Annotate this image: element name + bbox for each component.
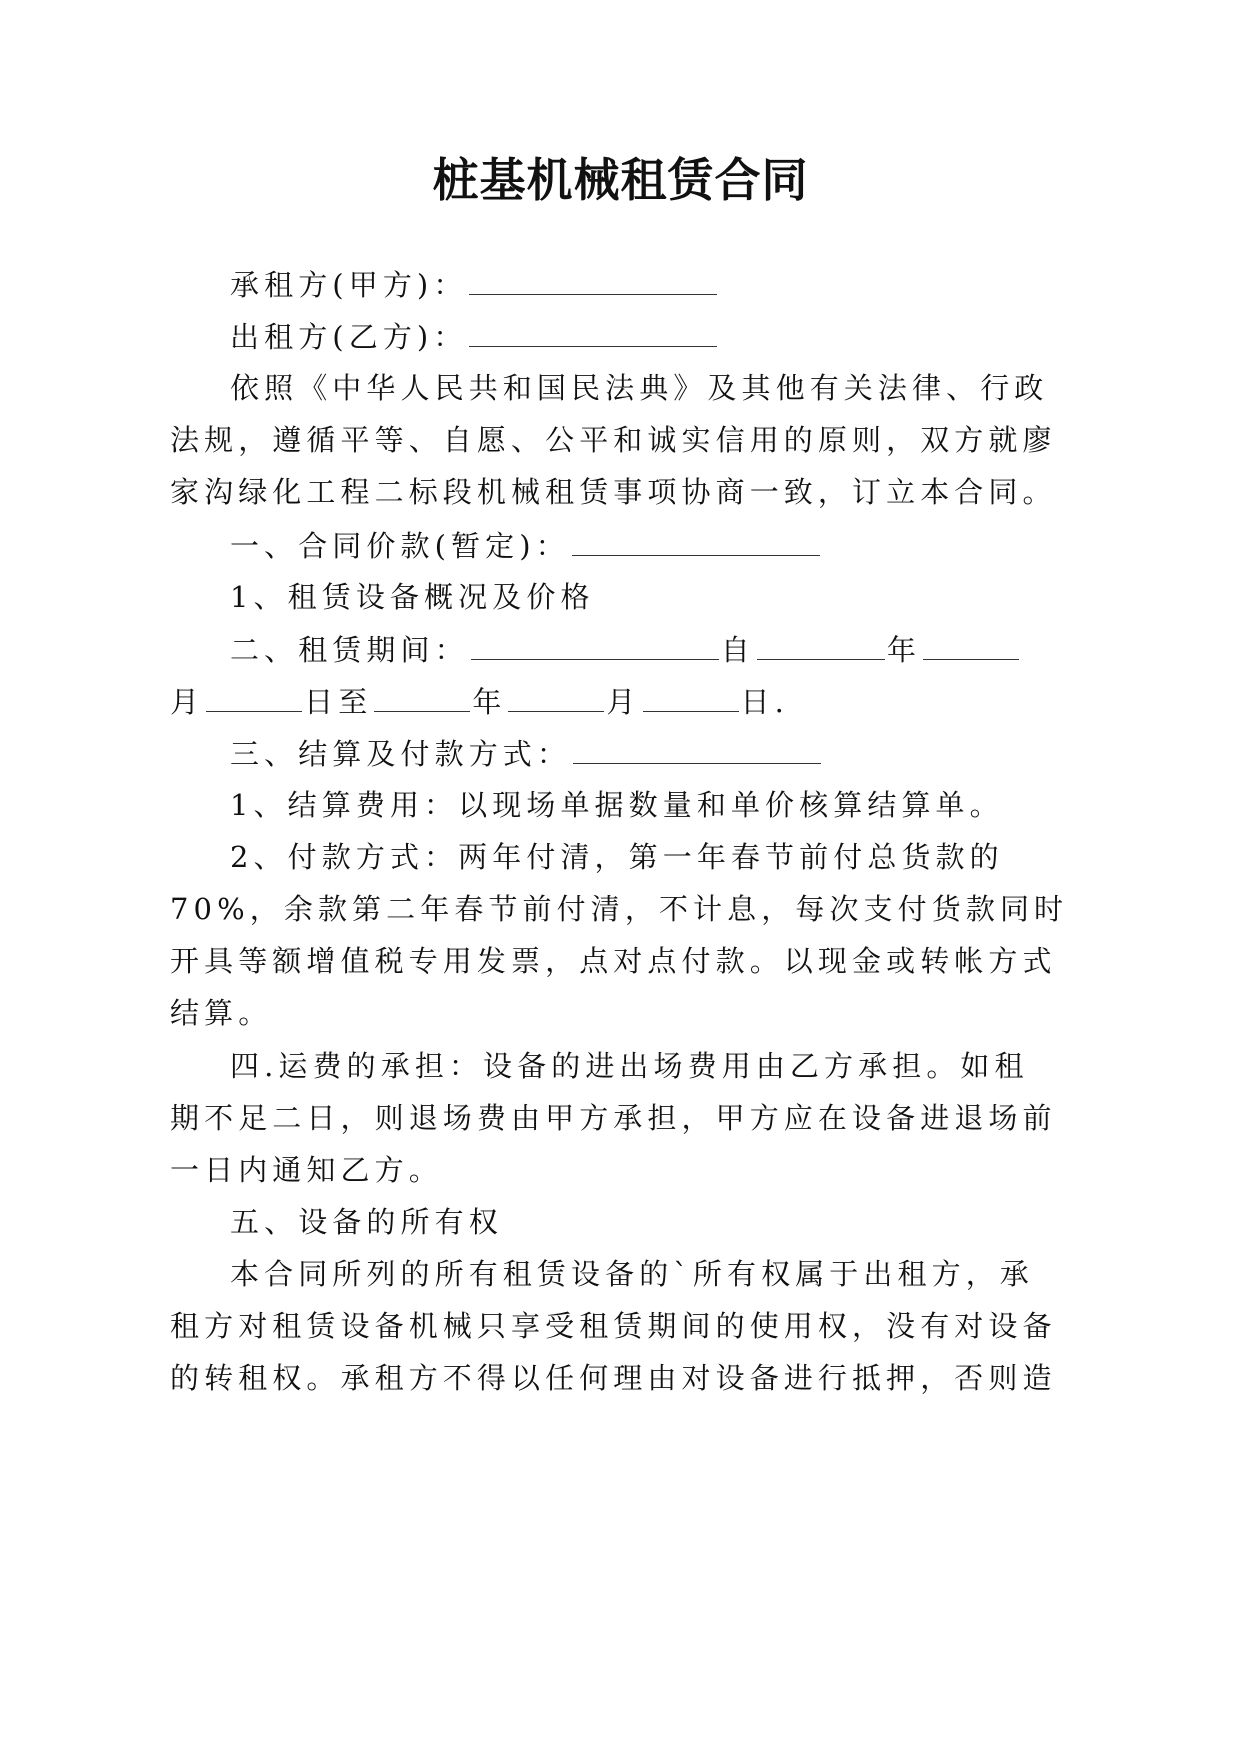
paragraph-line: 结算。 <box>170 996 273 1030</box>
section-heading: 五、设备的所有权 <box>230 1205 503 1239</box>
start-year-blank[interactable] <box>757 629 885 660</box>
paragraph-line: 70%，余款第二年春节前付清，不计息，每次支付货款同时 <box>170 892 1069 926</box>
settlement-blank[interactable] <box>573 733 821 764</box>
lessee-line <box>230 264 719 304</box>
year-label: 年 <box>472 685 507 719</box>
paragraph-line: 租方对租赁设备机械只享受租赁期间的使用权，没有对设备 <box>170 1309 1057 1343</box>
settlement-label: 三、结算及付款方式： <box>230 737 572 771</box>
start-day-blank[interactable] <box>206 681 302 712</box>
lessor-label: 出租方(乙方)： <box>230 320 468 354</box>
end-year-blank[interactable] <box>374 681 470 712</box>
paragraph-line: 期不足二日，则退场费由甲方承担，甲方应在设备进退场前 <box>170 1101 1057 1135</box>
lease-period-line <box>230 629 1021 669</box>
section-price-label: 一、合同价款(暂定)： <box>230 529 570 563</box>
paragraph-line: 法规，遵循平等、自愿、公平和诚实信用的原则，双方就廖 <box>170 423 1057 457</box>
paragraph-line: 1、结算费用：以现场单据数量和单价核算结算单。 <box>230 788 1004 822</box>
lessor-line <box>230 316 719 356</box>
paragraph-line: 开具等额增值税专用发票，点对点付款。以现金或转帐方式 <box>170 944 1057 978</box>
start-month-blank[interactable] <box>923 629 1019 660</box>
year-label: 年 <box>886 633 921 667</box>
paragraph-line: 一日内通知乙方。 <box>170 1153 443 1187</box>
month-label: 月 <box>170 685 205 719</box>
day-to-label: 日至 <box>304 685 373 719</box>
paragraph-line: 家沟绿化工程二标段机械租赁事项协商一致，订立本合同。 <box>170 475 1057 509</box>
settlement-line <box>230 733 823 773</box>
paragraph-line: 本合同所列的所有租赁设备的`所有权属于出租方，承 <box>230 1257 1034 1291</box>
lease-period-blank[interactable] <box>471 629 719 660</box>
paragraph-line: 四.运费的承担：设备的进出场费用由乙方承担。如租 <box>230 1049 1029 1083</box>
lease-period-line-2 <box>170 681 789 721</box>
paragraph-line: 1、租赁设备概况及价格 <box>230 580 595 614</box>
paragraph-line: 的转租权。承租方不得以任何理由对设备进行抵押，否则造 <box>170 1361 1057 1395</box>
lessee-label: 承租方(甲方)： <box>230 268 468 302</box>
month-label: 月 <box>606 685 641 719</box>
document-title: 桩基机械租赁合同 <box>432 153 809 207</box>
lease-period-label: 二、租赁期间： <box>230 633 469 667</box>
section-price-line <box>230 525 822 565</box>
from-label: 自 <box>720 633 755 667</box>
contract-price-blank[interactable] <box>572 525 820 556</box>
end-month-blank[interactable] <box>508 681 604 712</box>
day-label: 日. <box>740 685 789 719</box>
lessor-blank[interactable] <box>469 316 717 347</box>
paragraph-line: 2、付款方式：两年付清，第一年春节前付总货款的 <box>230 840 1004 874</box>
lessee-blank[interactable] <box>469 264 717 295</box>
end-day-blank[interactable] <box>643 681 739 712</box>
paragraph-line: 依照《中华人民共和国民法典》及其他有关法律、行政 <box>230 371 1049 405</box>
